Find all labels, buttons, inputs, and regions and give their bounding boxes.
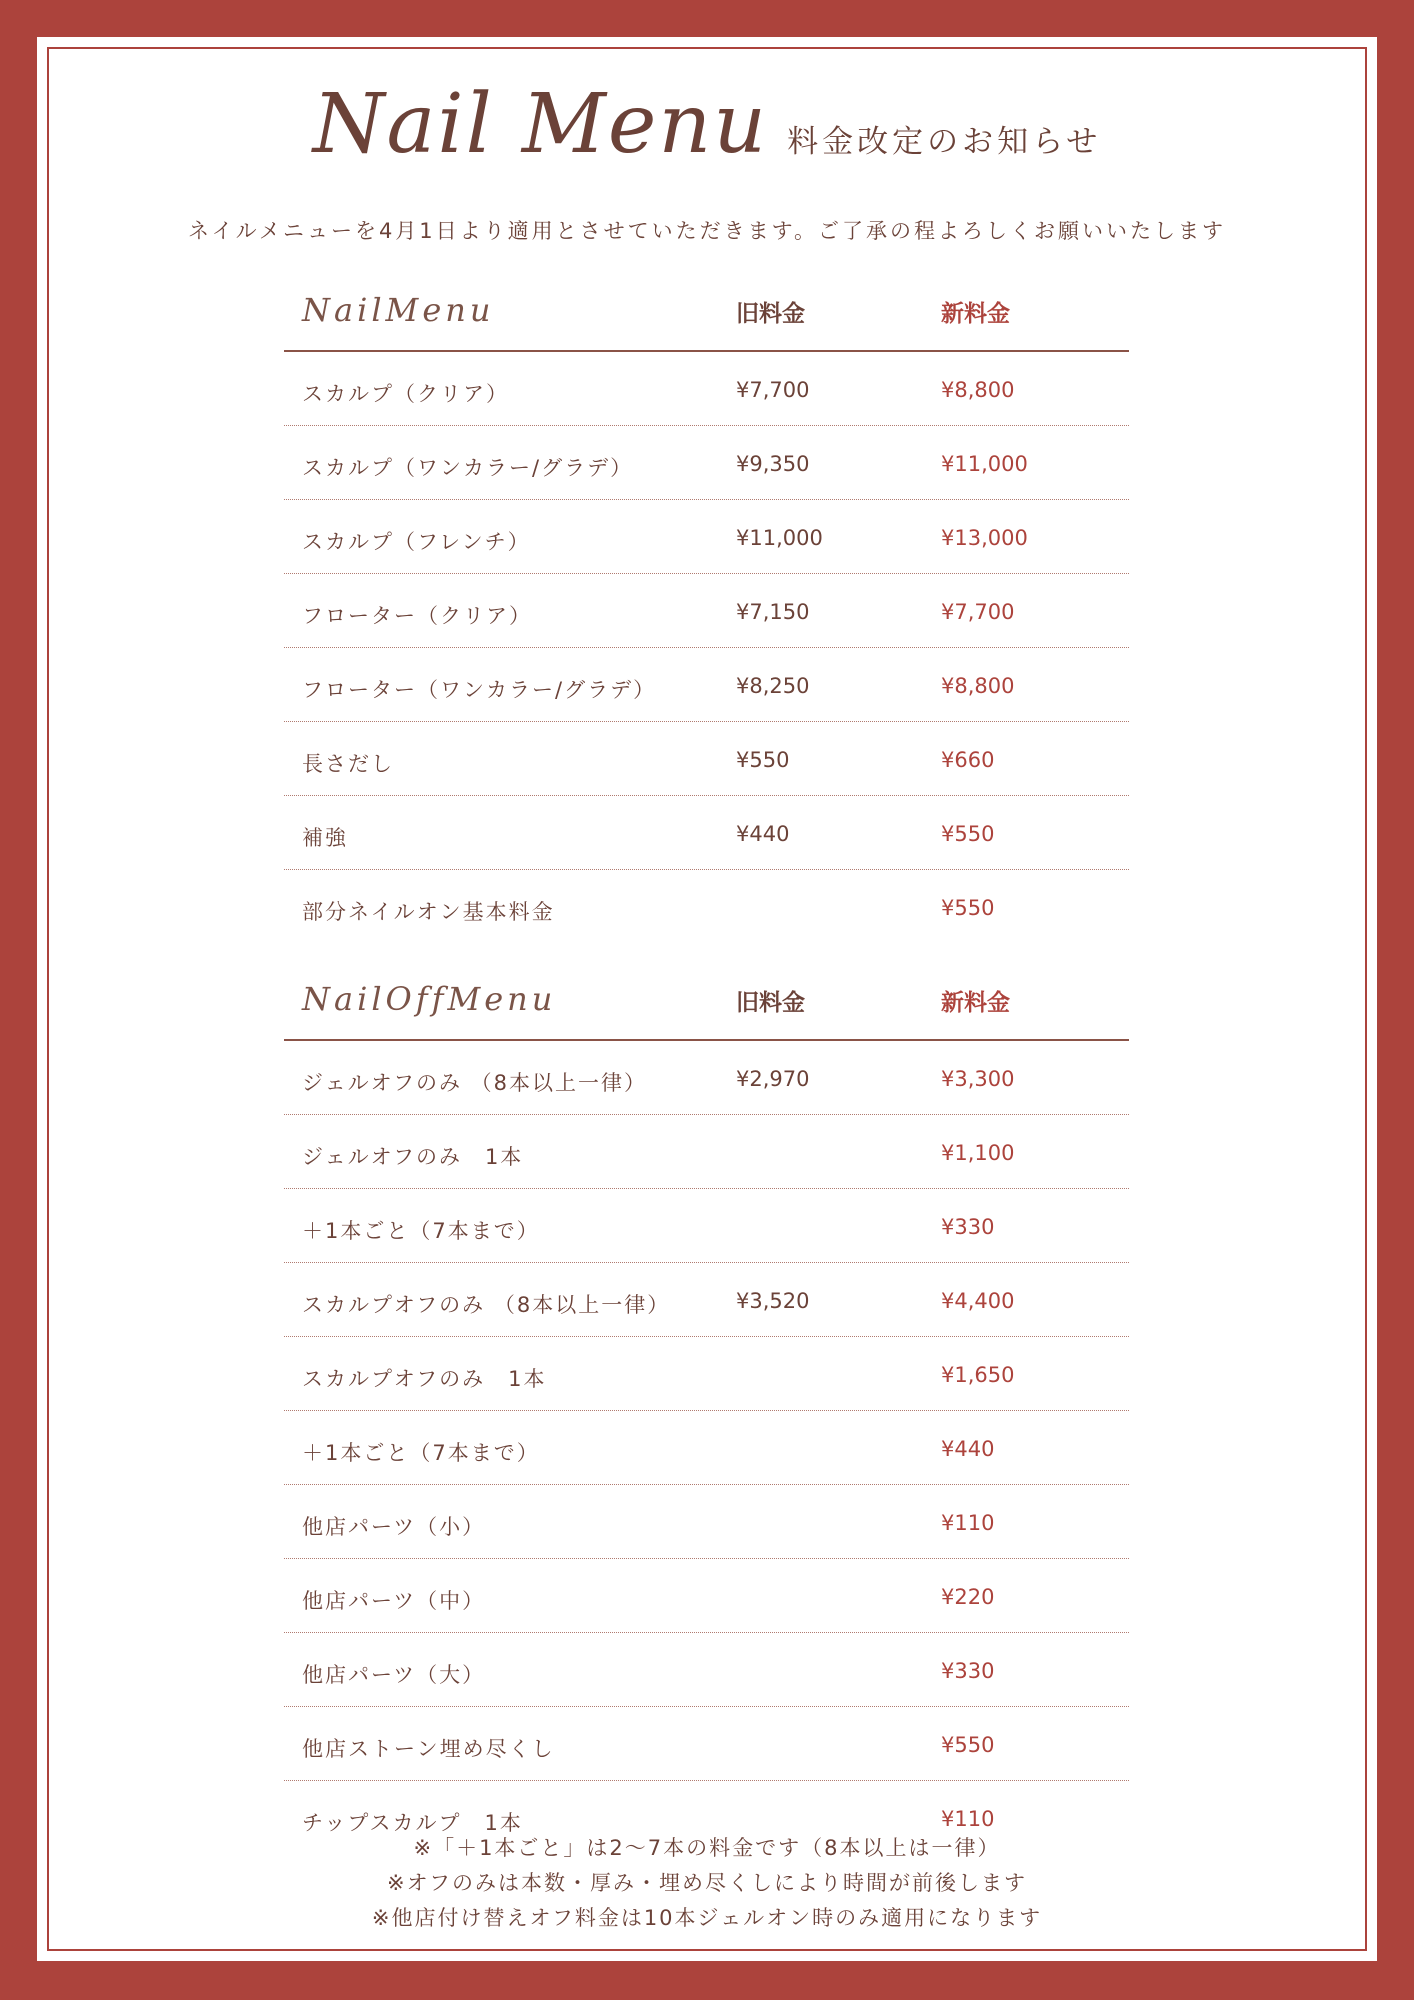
item-name: 部分ネイルオン基本料金 — [302, 900, 555, 924]
menu-row — [284, 352, 1129, 426]
note-line: ※他店付け替えオフ料金は10本ジェルオン時のみ適用になります — [371, 1906, 1043, 1930]
menu-row — [284, 796, 1129, 870]
note-line: ※オフのみは本数・厚み・埋め尽くしにより時間が前後します — [387, 1871, 1027, 1895]
header — [37, 77, 1377, 172]
note-line: ※「＋1本ごと」は2〜7本の料金です（8本以上は一律） — [413, 1836, 1001, 1860]
menu-row — [284, 1189, 1129, 1263]
new-price: ¥4,400 — [941, 1289, 1015, 1313]
item-name: ＋1本ごと（7本まで） — [302, 1219, 540, 1243]
new-price-header: 新料金 — [941, 301, 1010, 327]
new-price: ¥550 — [941, 896, 995, 920]
item-name: 他店ストーン埋め尽くし — [302, 1737, 555, 1761]
item-name: ジェルオフのみ 1本 — [302, 1145, 524, 1169]
nail-off-menu-header — [284, 964, 1129, 1041]
menu-sheet — [37, 37, 1377, 1961]
menu-row — [284, 722, 1129, 796]
item-name: 補強 — [302, 826, 348, 850]
item-name: 他店パーツ（中） — [302, 1589, 486, 1613]
item-name: チップスカルプ 1本 — [302, 1811, 523, 1835]
new-price: ¥440 — [941, 1437, 995, 1461]
new-price: ¥11,000 — [941, 452, 1028, 476]
item-name: スカルプ（フレンチ） — [302, 530, 531, 554]
menu-row — [284, 1633, 1129, 1707]
new-price: ¥7,700 — [941, 600, 1015, 624]
notes — [37, 1831, 1377, 1936]
new-price: ¥110 — [941, 1807, 995, 1831]
old-price: ¥3,520 — [736, 1289, 810, 1313]
new-price: ¥220 — [941, 1585, 995, 1609]
menu-row — [284, 1485, 1129, 1559]
item-name: スカルプオフのみ 1本 — [302, 1367, 547, 1391]
item-name: 他店パーツ（大） — [302, 1663, 486, 1687]
item-name: スカルプオフのみ （8本以上一律） — [302, 1293, 671, 1317]
menu-row — [284, 1041, 1129, 1115]
item-name: ＋1本ごと（7本まで） — [302, 1441, 540, 1465]
old-price: ¥440 — [736, 822, 790, 846]
old-price: ¥2,970 — [736, 1067, 810, 1091]
item-name: フローター（ワンカラー/グラデ） — [302, 678, 657, 702]
new-price: ¥550 — [941, 822, 995, 846]
old-price: ¥7,150 — [736, 600, 810, 624]
new-price: ¥1,100 — [941, 1141, 1015, 1165]
new-price: ¥8,800 — [941, 674, 1015, 698]
old-price: ¥550 — [736, 748, 790, 772]
nail-menu-title: NailMenu — [302, 291, 495, 329]
item-name: スカルプ（ワンカラー/グラデ） — [302, 456, 634, 480]
menu-row — [284, 870, 1129, 943]
new-price: ¥13,000 — [941, 526, 1028, 550]
new-price: ¥8,800 — [941, 378, 1015, 402]
new-price: ¥1,650 — [941, 1363, 1015, 1387]
old-price-header: 旧料金 — [736, 990, 805, 1016]
old-price-header: 旧料金 — [736, 301, 805, 327]
new-price: ¥3,300 — [941, 1067, 1015, 1091]
old-price: ¥8,250 — [736, 674, 810, 698]
new-price: ¥660 — [941, 748, 995, 772]
old-price: ¥11,000 — [736, 526, 823, 550]
nail-off-menu-title: NailOffMenu — [302, 980, 557, 1018]
old-price: ¥9,350 — [736, 452, 810, 476]
page-subtitle: 料金改定のお知らせ — [787, 124, 1102, 160]
menu-row — [284, 1707, 1129, 1781]
menu-row — [284, 1411, 1129, 1485]
menu-row — [284, 574, 1129, 648]
old-price: ¥7,700 — [736, 378, 810, 402]
menu-row — [284, 426, 1129, 500]
item-name: ジェルオフのみ （8本以上一律） — [302, 1071, 647, 1095]
nail-menu-header — [284, 275, 1129, 352]
nail-off-menu-section — [284, 964, 1129, 1854]
new-price: ¥110 — [941, 1511, 995, 1535]
menu-row — [284, 1115, 1129, 1189]
item-name: 長さだし — [302, 752, 394, 776]
new-price: ¥330 — [941, 1215, 995, 1239]
item-name: フローター（クリア） — [302, 604, 532, 628]
menu-row — [284, 500, 1129, 574]
lead-text: ネイルメニューを4月1日より適用とさせていただきます。ご了承の程よろしくお願いいたします — [188, 219, 1226, 243]
menu-row — [284, 1337, 1129, 1411]
new-price: ¥330 — [941, 1659, 995, 1683]
new-price-header: 新料金 — [941, 990, 1010, 1016]
page-title: Nail Menu — [312, 77, 769, 172]
menu-row — [284, 1263, 1129, 1337]
item-name: 他店パーツ（小） — [302, 1515, 486, 1539]
nail-menu-section — [284, 275, 1129, 943]
menu-row — [284, 648, 1129, 722]
new-price: ¥550 — [941, 1733, 995, 1757]
item-name: スカルプ（クリア） — [302, 382, 509, 406]
menu-row — [284, 1559, 1129, 1633]
